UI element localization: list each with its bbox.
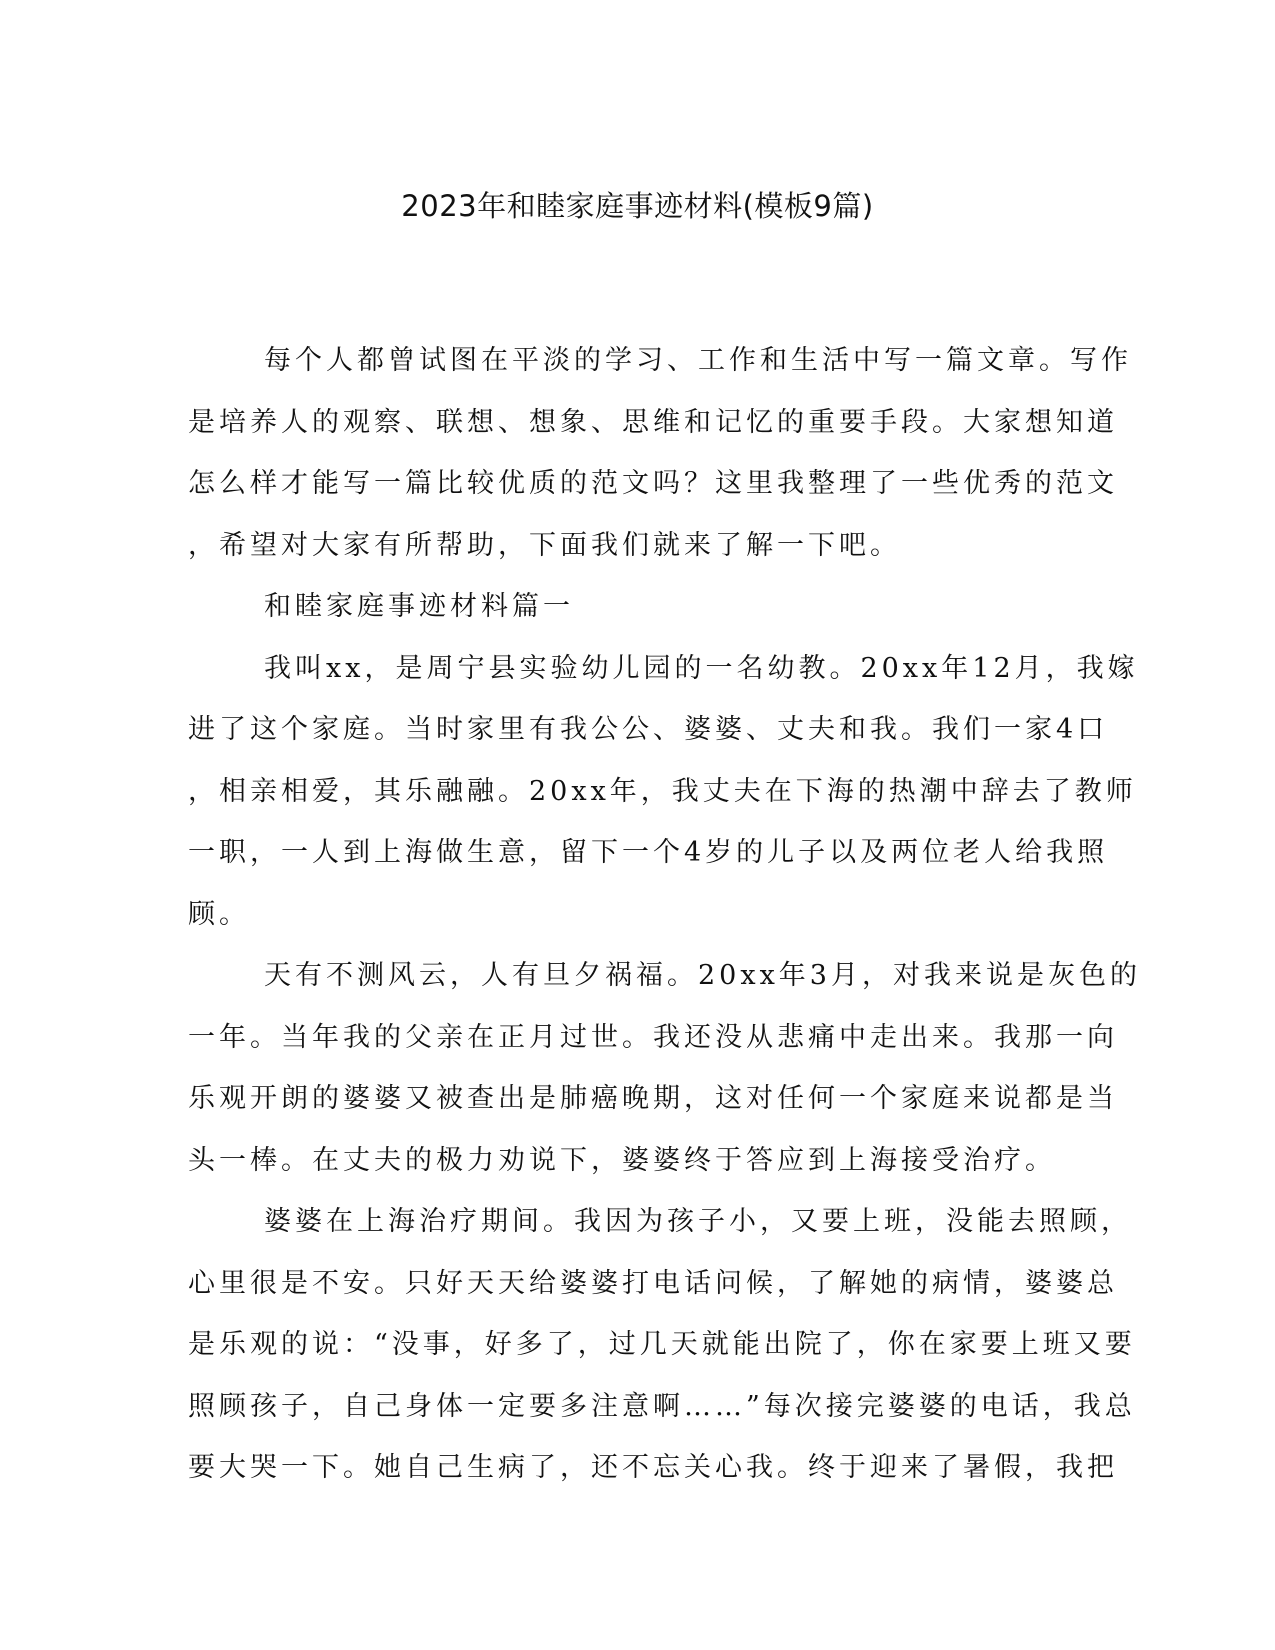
document-title: 2023年和睦家庭事迹材料(模板9篇) [401, 189, 874, 223]
body-text-line: 和睦家庭事迹材料篇一 [264, 591, 574, 622]
body-text-line: 每个人都曾试图在平淡的学习、工作和生活中写一篇文章。写作 [264, 345, 1132, 376]
document-body [188, 330, 1141, 1499]
body-text-line: 照顾孩子，自己身体一定要多注意啊……”每次接完婆婆的电话，我总 [188, 1390, 1136, 1422]
body-text-line: 要大哭一下。她自己生病了，还不忘关心我。终于迎来了暑假，我把 [188, 1452, 1118, 1483]
body-text-line: 一年。当年我的父亲在正月过世。我还没从悲痛中走出来。我那一向 [188, 1021, 1118, 1053]
body-text-line: ，希望对大家有所帮助，下面我们就来了解一下吧。 [188, 529, 901, 561]
body-text-line: 顾。 [188, 898, 250, 930]
body-text-line: 心里很是不安。只好天天给婆婆打电话问候，了解她的病情，婆婆总 [188, 1267, 1118, 1299]
body-text-line: 进了这个家庭。当时家里有我公公、婆婆、丈夫和我。我们一家4口 [188, 714, 1109, 745]
body-text-line: 天有不测风云，人有旦夕祸福。20xx年3月，对我来说是灰色的 [264, 960, 1141, 991]
body-text-line: 头一棒。在丈夫的极力劝说下，婆婆终于答应到上海接受治疗。 [188, 1144, 1056, 1176]
body-text-line: ，相亲相爱，其乐融融。20xx年，我丈夫在下海的热潮中辞去了教师 [188, 775, 1137, 807]
body-text-line: 我叫xx，是周宁县实验幼儿园的一名幼教。20xx年12月，我嫁 [264, 652, 1139, 684]
body-text-line: 是乐观的说：“没事，好多了，过几天就能出院了，你在家要上班又要 [188, 1329, 1136, 1360]
body-text-line: 一职，一人到上海做生意，留下一个4岁的儿子以及两位老人给我照 [188, 837, 1109, 868]
body-text-line: 乐观开朗的婆婆又被查出是肺癌晚期，这对任何一个家庭来说都是当 [188, 1083, 1118, 1114]
body-text-line: 怎么样才能写一篇比较优质的范文吗？这里我整理了一些优秀的范文 [188, 468, 1118, 499]
body-text-line: 是培养人的观察、联想、想象、思维和记忆的重要手段。大家想知道 [188, 406, 1118, 438]
body-text-line: 婆婆在上海治疗期间。我因为孩子小，又要上班，没能去照顾， [264, 1206, 1132, 1237]
